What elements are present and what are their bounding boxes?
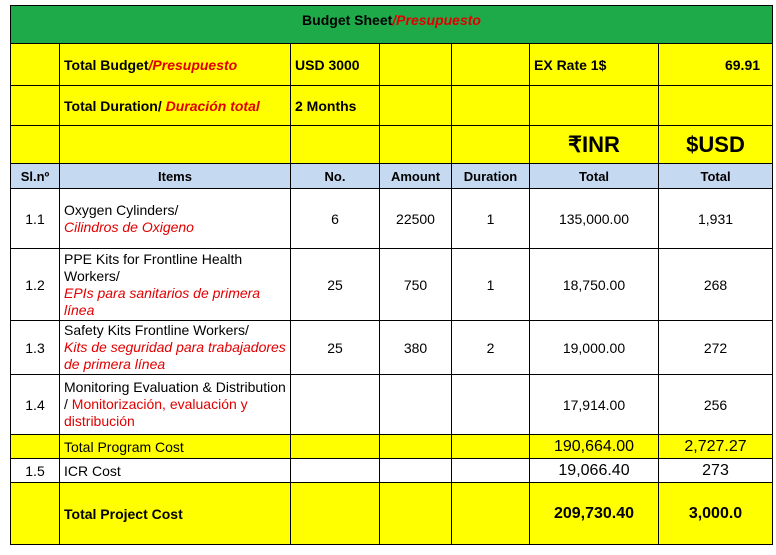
column-header-row (11, 164, 773, 189)
icr-label: ICR Cost (60, 459, 291, 483)
row-no (291, 375, 380, 435)
blank-cell (380, 435, 452, 459)
total-budget-label-sep: / (148, 56, 153, 73)
title-sep: / (392, 12, 397, 28)
blank-cell (11, 44, 60, 86)
blank-cell (380, 459, 452, 483)
item-es: Cilindros de Oxigeno (64, 218, 194, 235)
blank-cell (11, 435, 60, 459)
ex-rate-value: 69.91 (659, 44, 773, 86)
total-duration-label (60, 86, 291, 126)
item-en: PPE Kits for Frontline Health Workers/ (64, 250, 243, 284)
row-total-inr: 17,914.00 (530, 375, 659, 435)
sheet-title (11, 6, 773, 44)
total-duration-row (11, 86, 773, 126)
blank-cell (380, 86, 452, 126)
row-total-inr: 18,750.00 (530, 249, 659, 321)
inr-label: ₹INR (530, 126, 659, 164)
title-en: Budget Sheet (302, 12, 393, 28)
row-item (60, 321, 291, 375)
total-budget-label (60, 44, 291, 86)
row-no: 25 (291, 321, 380, 375)
blank-cell (452, 483, 530, 545)
icr-sl: 1.5 (11, 459, 60, 483)
row-duration (452, 375, 530, 435)
blank-cell (291, 126, 380, 164)
blank-cell (530, 86, 659, 126)
project-total-row (11, 483, 773, 545)
col-header-sl: Sl.nº (11, 164, 60, 189)
row-sl: 1.2 (11, 249, 60, 321)
project-total-usd: 3,000.0 (659, 483, 773, 545)
row-amount: 22500 (380, 189, 452, 249)
item-en: Monitoring Evaluation & Distribution / (64, 379, 286, 412)
table-row (11, 189, 773, 249)
row-total-inr: 135,000.00 (530, 189, 659, 249)
row-total-usd: 256 (659, 375, 773, 435)
budget-sheet (10, 5, 772, 551)
item-en: Oxygen Cylinders/ (64, 201, 179, 218)
total-budget-label-es: Presupuesto (152, 56, 238, 73)
total-duration-label-en: Total Duration (64, 97, 158, 114)
table-row (11, 249, 773, 321)
budget-table (10, 5, 773, 545)
icr-row (11, 459, 773, 483)
icr-usd: 273 (659, 459, 773, 483)
blank-cell (452, 435, 530, 459)
usd-label: $USD (659, 126, 773, 164)
row-total-inr: 19,000.00 (530, 321, 659, 375)
row-duration: 1 (452, 249, 530, 321)
ex-rate-label: EX Rate 1$ (530, 44, 659, 86)
total-duration-value: 2 Months (291, 86, 380, 126)
row-duration: 2 (452, 321, 530, 375)
col-header-duration: Duration (452, 164, 530, 189)
row-amount: 750 (380, 249, 452, 321)
total-budget-row (11, 44, 773, 86)
program-total-inr: 190,664.00 (530, 435, 659, 459)
blank-cell (452, 44, 530, 86)
blank-cell (11, 86, 60, 126)
row-total-usd: 1,931 (659, 189, 773, 249)
row-amount: 380 (380, 321, 452, 375)
col-header-total-usd: Total (659, 164, 773, 189)
blank-cell (60, 126, 291, 164)
blank-cell (380, 126, 452, 164)
total-duration-label-sep: / (157, 97, 166, 114)
currency-row (11, 126, 773, 164)
blank-cell (291, 483, 380, 545)
blank-cell (380, 44, 452, 86)
blank-cell (291, 459, 380, 483)
col-header-no: No. (291, 164, 380, 189)
table-row (11, 375, 773, 435)
total-budget-label-en: Total Budget (64, 56, 149, 73)
blank-cell (291, 435, 380, 459)
blank-cell (452, 459, 530, 483)
item-es: Kits de seguridad para trabajadores de primera línea (64, 339, 286, 372)
project-total-label: Total Project Cost (60, 483, 291, 545)
col-header-items: Items (60, 164, 291, 189)
row-item (60, 375, 291, 435)
item-es: EPIs para sanitarios de primera línea (64, 284, 261, 318)
row-duration: 1 (452, 189, 530, 249)
title-es: Presupuesto (396, 12, 481, 28)
blank-cell (380, 483, 452, 545)
blank-cell (11, 126, 60, 164)
item-en: Safety Kits Frontline Workers/ (64, 322, 249, 338)
row-total-usd: 272 (659, 321, 773, 375)
program-total-label: Total Program Cost (60, 435, 291, 459)
blank-cell (452, 126, 530, 164)
row-total-usd: 268 (659, 249, 773, 321)
blank-cell (452, 86, 530, 126)
total-duration-label-es: Duración total (165, 97, 260, 114)
row-no: 6 (291, 189, 380, 249)
row-item (60, 189, 291, 249)
row-item (60, 249, 291, 321)
row-sl: 1.4 (11, 375, 60, 435)
row-amount (380, 375, 452, 435)
row-sl: 1.3 (11, 321, 60, 375)
program-total-row (11, 435, 773, 459)
total-budget-value: USD 3000 (291, 44, 380, 86)
row-no: 25 (291, 249, 380, 321)
project-total-inr: 209,730.40 (530, 483, 659, 545)
item-es: Monitorización, evaluación y distribución (64, 396, 248, 429)
icr-inr: 19,066.40 (530, 459, 659, 483)
blank-cell (11, 483, 60, 545)
row-sl: 1.1 (11, 189, 60, 249)
table-row (11, 321, 773, 375)
col-header-total-inr: Total (530, 164, 659, 189)
title-row (11, 6, 773, 44)
program-total-usd: 2,727.27 (659, 435, 773, 459)
blank-cell (659, 86, 773, 126)
col-header-amount: Amount (380, 164, 452, 189)
